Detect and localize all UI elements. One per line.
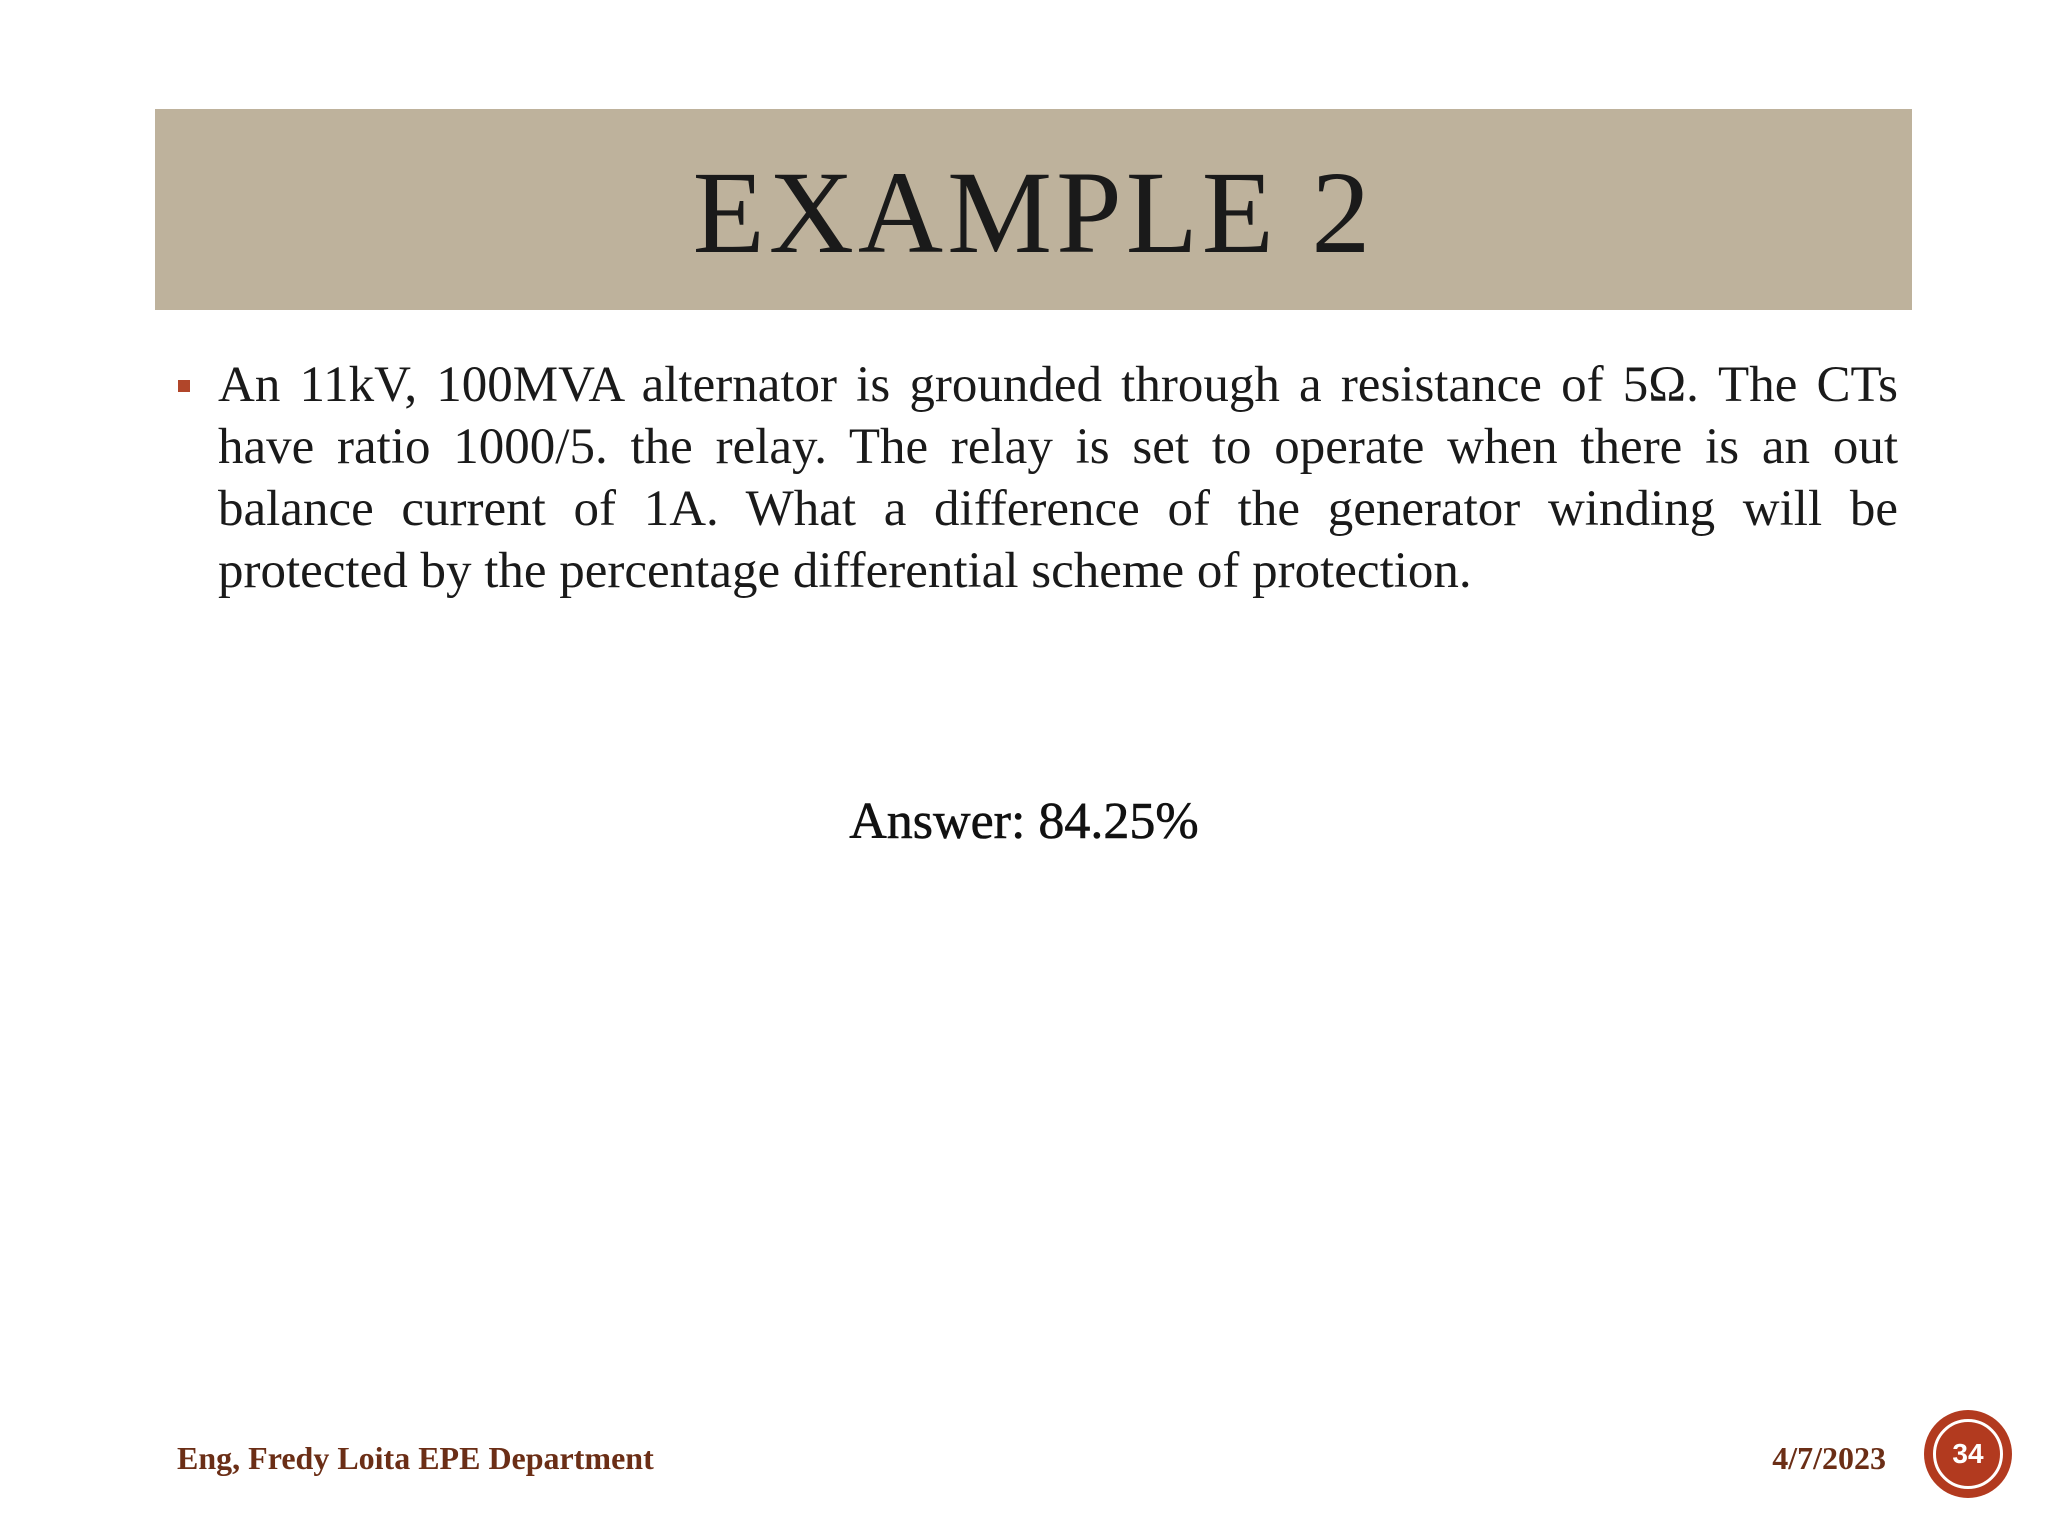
title-band (155, 109, 1912, 310)
page-number: 34 (1933, 1419, 2003, 1489)
list-item (178, 354, 1898, 602)
page-number-badge (1926, 1412, 2010, 1496)
footer-date: 4/7/2023 (1772, 1440, 1886, 1476)
slide-title: EXAMPLE 2 (692, 146, 1375, 278)
bullet-list (178, 354, 1898, 602)
bullet-text: An 11kV, 100MVA alternator is grounded through a resistance of 5Ω. The CTs have ratio 1000/5. the relay. The relay is set to operate when there is an out balance current of 1A. What a difference of the generator winding will be protected by the percentage differential scheme of protection. (218, 357, 1898, 599)
square-bullet-icon (178, 380, 190, 392)
footer-author: Eng, Fredy Loita EPE Department (177, 1440, 654, 1476)
answer-text: Answer: 84.25% (849, 793, 1199, 850)
